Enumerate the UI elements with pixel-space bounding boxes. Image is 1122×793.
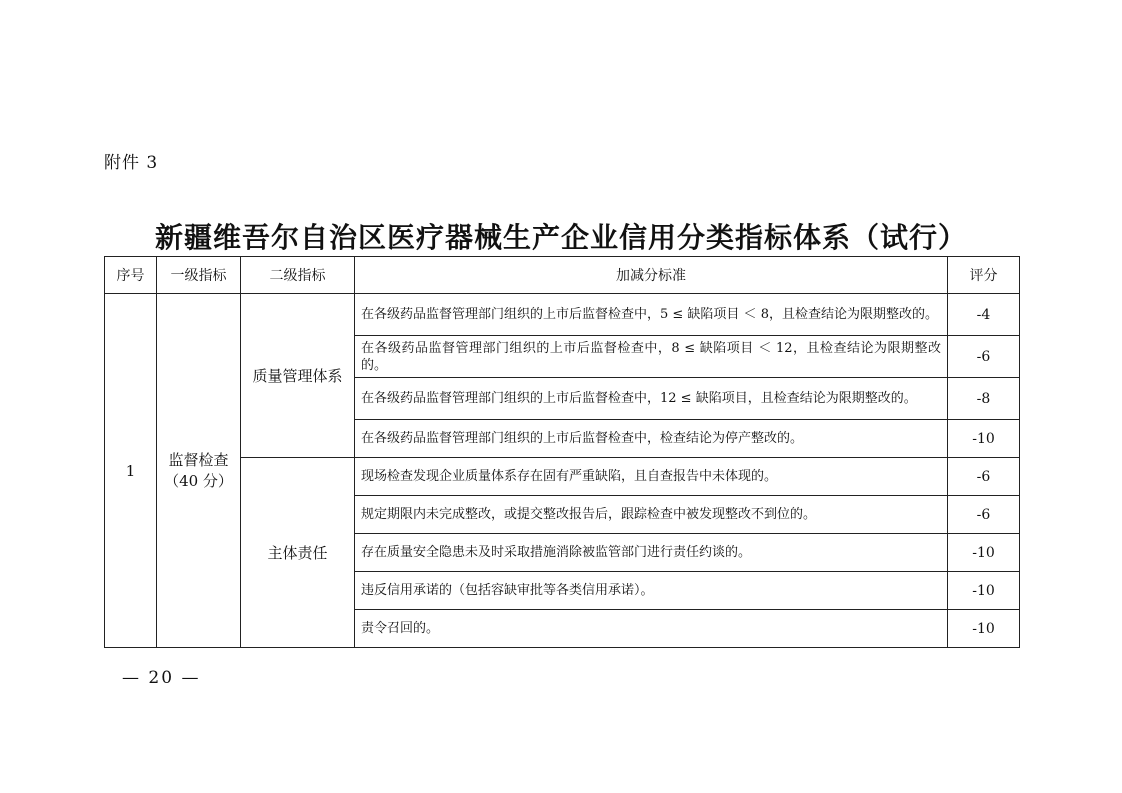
indicator-table <box>104 256 1020 648</box>
document-title: 新疆维吾尔自治区医疗器械生产企业信用分类指标体系（试行） <box>154 221 967 254</box>
attachment-label: 附件 3 <box>104 153 159 173</box>
score-cell: -10 <box>948 534 1020 572</box>
header-level1: 一级指标 <box>157 257 241 294</box>
header-score: 评分 <box>948 257 1020 294</box>
standard-cell: 违反信用承诺的（包括容缺审批等各类信用承诺）。 <box>355 572 948 610</box>
standard-cell: 在各级药品监督管理部门组织的上市后监督检查中，5 ≤ 缺陷项目 ＜ 8，且检查结论为限期整改的。 <box>355 294 948 336</box>
level1-name: 监督检查 <box>168 450 229 469</box>
table-header-row <box>105 257 1020 294</box>
standard-cell: 规定期限内未完成整改，或提交整改报告后，跟踪检查中被发现整改不到位的。 <box>355 496 948 534</box>
standard-cell: 责令召回的。 <box>355 610 948 648</box>
level1-indicator <box>157 294 241 648</box>
score-cell: -8 <box>948 378 1020 420</box>
standard-cell: 在各级药品监督管理部门组织的上市后监督检查中，8 ≤ 缺陷项目 ＜ 12，且检查结论为限期整改的。 <box>355 336 948 378</box>
level1-points: （40 分） <box>164 471 233 490</box>
header-standard: 加减分标准 <box>355 257 948 294</box>
standard-cell: 在各级药品监督管理部门组织的上市后监督检查中，12 ≤ 缺陷项目，且检查结论为限期整改的。 <box>355 378 948 420</box>
score-cell: -4 <box>948 294 1020 336</box>
standard-cell: 存在质量安全隐患未及时采取措施消除被监管部门进行责任约谈的。 <box>355 534 948 572</box>
table-row <box>105 458 1020 496</box>
score-cell: -6 <box>948 336 1020 378</box>
score-cell: -10 <box>948 610 1020 648</box>
score-cell: -10 <box>948 572 1020 610</box>
header-index: 序号 <box>105 257 157 294</box>
header-level2: 二级指标 <box>241 257 355 294</box>
table-row <box>105 294 1020 336</box>
page-number: — 20 — <box>122 668 201 688</box>
level2-main-responsibility: 主体责任 <box>241 458 355 648</box>
score-cell: -6 <box>948 496 1020 534</box>
score-cell: -6 <box>948 458 1020 496</box>
level2-quality-system: 质量管理体系 <box>241 294 355 458</box>
score-cell: -10 <box>948 420 1020 458</box>
standard-cell: 在各级药品监督管理部门组织的上市后监督检查中，检查结论为停产整改的。 <box>355 420 948 458</box>
standard-cell: 现场检查发现企业质量体系存在固有严重缺陷，且自查报告中未体现的。 <box>355 458 948 496</box>
row-index: 1 <box>105 294 157 648</box>
